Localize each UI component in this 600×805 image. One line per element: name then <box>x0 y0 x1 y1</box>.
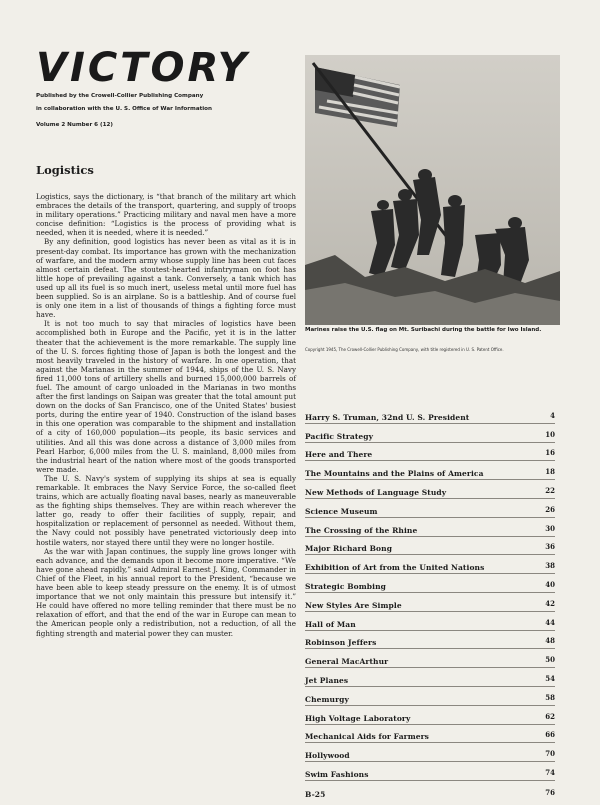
toc-title: New Methods of Language Study <box>305 487 447 497</box>
toc-page-number: 70 <box>545 749 555 759</box>
toc-title: Jet Planes <box>305 675 349 685</box>
article-paragraph: Logistics, says the dictionary, is “that branch of the military art which embraces the details of the transport, quartering, and supply of troops in military operations.” Practicing military and naval men have a more concise definition: “Logistics is the process of providing what is needed, when it is needed, where it is needed.” <box>36 192 296 238</box>
article-title: Logistics <box>36 163 94 177</box>
toc-page-number: 22 <box>545 485 555 495</box>
toc-entry[interactable] <box>305 461 555 480</box>
photo-caption: Marines raise the U.S. flag on Mt. Suribachi during the battle for Iwo Island. <box>305 327 542 333</box>
article-paragraph: It is not too much to say that miracles of logistics have been accomplished both in Europe and the Pacific, yet it is in the latter theater that the achievement is the more remarkable. The supply line of the U. S. forces fighting those of Japan is both the longest and the most heavily traveled in the history of warfare. In one operation, that against the Marianas in the summer of 1944, ships of the U. S. Navy fired 11,000 tons of artillery shells and burned 15,000,000 barrels of fuel. The amount of cargo unloaded in the Marianas in two months after the first landings on Saipan was greater that the total amount put down on the docks of San Francisco, one of the United States' busiest ports, during the entire year of 1940. Construction of the island bases in this one operation was comparable to the shipment and installation of a city of 160,000 population—its people, its basic services and utilities. And all this was done across a distance of 3,000 miles from Pearl Harbor, 6,000 miles from the U. S. mainland, 8,000 miles from the industrial heart of the nation where most of the goods transported were made. <box>36 319 296 474</box>
collaboration-line: in collaboration with the U. S. Office of War Information <box>36 106 213 112</box>
toc-entry[interactable] <box>305 706 555 725</box>
toc-entry[interactable] <box>305 631 555 650</box>
volume-line: Volume 2 Number 6 (12) <box>36 122 113 128</box>
masthead <box>36 45 296 128</box>
article-paragraph: The U. S. Navy's system of supplying its ships at sea is equally remarkable. It embraces the Navy Service Force, the so-called fleet trains, which are actually floating naval bases, nearly as maneuverable as the fighting ships themselves. They are within reach wherever the latter go, ready to offer their facilities of supply, repair, and hospitalization or replacement of personnel as needed. Without them, the Navy could not possibly have penetrated victoriously deep into hostile waters, nor stayed there until they were no longer hostile. <box>36 473 296 547</box>
toc-entry[interactable] <box>305 574 555 593</box>
toc-page-number: 76 <box>545 787 555 797</box>
toc-entry[interactable] <box>305 612 555 631</box>
toc-title: High Voltage Laboratory <box>305 713 411 723</box>
table-of-contents <box>305 405 555 800</box>
toc-entry[interactable] <box>305 762 555 781</box>
toc-page-number: 4 <box>550 410 555 420</box>
toc-page-number: 10 <box>545 429 555 439</box>
toc-title: Strategic Bombing <box>305 581 386 591</box>
copyright-notice: Copyright 1945, The Crowell-Collier Publishing Company, with title registered in U. S. Patent Office. <box>305 347 504 352</box>
toc-title: Hollywood <box>305 751 350 761</box>
toc-page-number: 42 <box>545 598 555 608</box>
photo-illustration <box>305 55 560 325</box>
toc-title: Science Museum <box>305 506 378 516</box>
toc-page-number: 44 <box>545 617 555 627</box>
magazine-logo: VICTORY <box>36 45 250 91</box>
toc-page-number: 66 <box>545 730 555 740</box>
toc-title: Pacific Strategy <box>305 431 374 441</box>
flag-raising-photo <box>305 55 560 325</box>
toc-title: Chemurgy <box>305 694 349 704</box>
toc-page-number: 48 <box>545 636 555 646</box>
toc-entry[interactable] <box>305 649 555 668</box>
toc-entry[interactable] <box>305 499 555 518</box>
toc-page-number: 26 <box>545 504 555 514</box>
toc-entry[interactable] <box>305 593 555 612</box>
toc-title: Mechanical Aids for Farmers <box>305 732 429 742</box>
toc-page-number: 74 <box>545 767 555 777</box>
toc-entry[interactable] <box>305 555 555 574</box>
toc-page-number: 58 <box>545 692 555 702</box>
toc-title: Hall of Man <box>305 619 356 629</box>
toc-entry[interactable] <box>305 743 555 762</box>
toc-title: Here and There <box>305 450 373 460</box>
toc-title: B-25 <box>305 789 326 799</box>
toc-entry[interactable] <box>305 687 555 706</box>
toc-entry[interactable] <box>305 668 555 687</box>
toc-entry[interactable] <box>305 725 555 744</box>
toc-title: The Crossing of the Rhine <box>305 525 418 535</box>
toc-entry[interactable] <box>305 518 555 537</box>
toc-entry[interactable] <box>305 781 555 800</box>
toc-title: New Styles Are Simple <box>305 600 402 610</box>
toc-entry[interactable] <box>305 480 555 499</box>
article-paragraph: As the war with Japan continues, the supply line grows longer with each advance, and the demands upon it become more imperative. “We have gone ahead rapidly,” said Admiral Earnest J. King, Commander in Chief of the Fleet, in his annual report to the President, “because we have been able to keep steady pressure on the enemy. It is of utmost importance that we not only maintain this pressure but intensify it.” He could have offered no more telling reminder that there must be no relaxation of effort, and that the end of the war in Europe can mean to the American people only a redistribution, not a reduction, of all the fighting strength and material power they can muster. <box>36 546 296 638</box>
toc-title: The Mountains and the Plains of America <box>305 469 484 479</box>
toc-page-number: 16 <box>545 448 555 458</box>
toc-title: Robinson Jeffers <box>305 638 377 648</box>
toc-page-number: 54 <box>545 673 555 683</box>
article-paragraph: By any definition, good logistics has never been as vital as it is in present-day combat. Its importance has grown with the mechanization of warfare, and the modern army whose supply line has been cut faces almost certain defeat. The stoutest-hearted infantryman on foot has little hope of prevailing against a tank. Conversely, a tank which has used up all its fuel is so much inert, useless metal until more fuel has been supplied. So is an airplane. So is a battleship. And of course fuel is only one item in a list of thousands of things a fighting force must have. <box>36 237 296 320</box>
toc-entry[interactable] <box>305 405 555 424</box>
toc-entry[interactable] <box>305 537 555 556</box>
toc-page-number: 40 <box>545 579 555 589</box>
toc-title: General MacArthur <box>305 657 389 667</box>
toc-page-number: 30 <box>545 523 555 533</box>
publisher-line: Published by the Crowell-Collier Publishing Company <box>36 93 204 99</box>
toc-page-number: 36 <box>545 542 555 552</box>
toc-page-number: 62 <box>545 711 555 721</box>
toc-title: Exhibition of Art from the United Nations <box>305 563 485 573</box>
toc-page-number: 18 <box>545 467 555 477</box>
article-logistics <box>36 163 296 638</box>
toc-entry[interactable] <box>305 443 555 462</box>
toc-title: Harry S. Truman, 32nd U. S. President <box>305 412 470 422</box>
toc-page-number: 38 <box>545 561 555 571</box>
toc-entry[interactable] <box>305 424 555 443</box>
toc-page-number: 50 <box>545 655 555 665</box>
toc-title: Major Richard Bong <box>305 544 393 554</box>
toc-title: Swim Fashions <box>305 769 369 779</box>
